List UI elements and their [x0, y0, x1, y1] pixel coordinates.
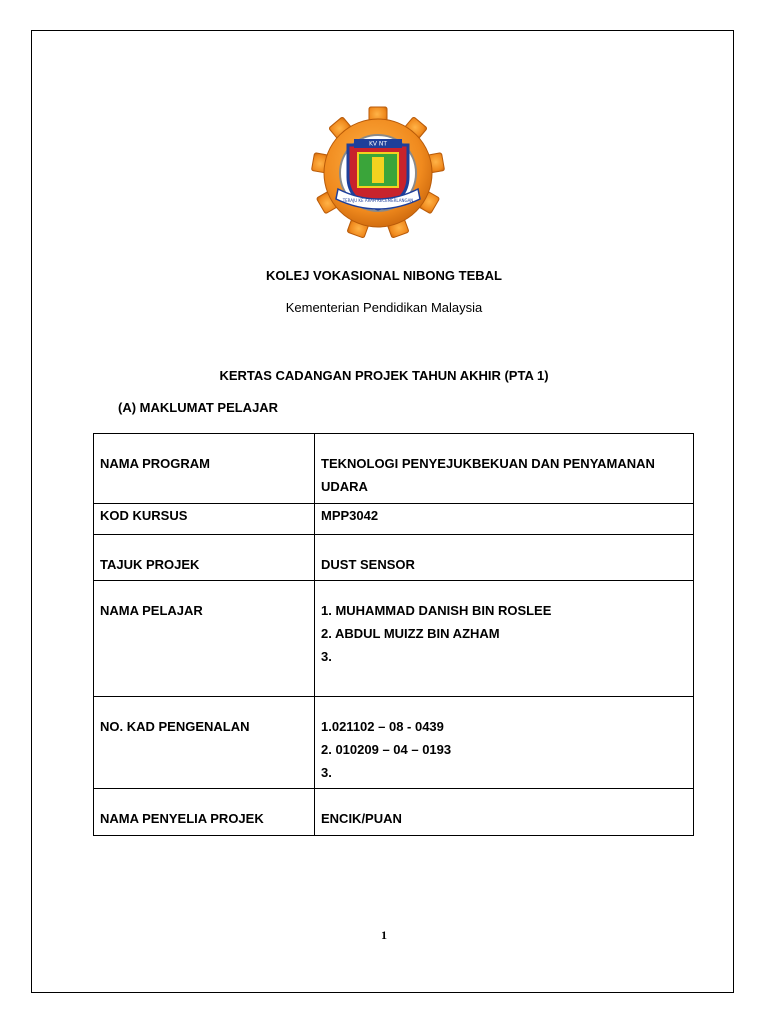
- svg-text:KV NT: KV NT: [368, 140, 388, 148]
- student-name-label: NAMA PELAJAR: [94, 581, 315, 697]
- svg-text:TERAJU KE ARAH KECEMERLANGAN: TERAJU KE ARAH KECEMERLANGAN: [342, 198, 414, 203]
- ic-numbers: [315, 697, 694, 789]
- student-name: 2. ABDUL MUIZZ BIN AZHAM: [321, 626, 500, 641]
- project-title-value: DUST SENSOR: [315, 535, 694, 581]
- program-value-line: TEKNOLOGI PENYEJUKBEKUAN DAN PENYAMANAN: [321, 456, 655, 471]
- document-title: KERTAS CADANGAN PROJEK TAHUN AKHIR (PTA 1): [219, 368, 549, 383]
- student-info-table: [93, 433, 694, 836]
- table-row: [94, 581, 694, 697]
- program-value: [315, 434, 694, 504]
- supervisor-value: ENCIK/PUAN: [315, 789, 694, 836]
- school-name: KOLEJ VOKASIONAL NIBONG TEBAL: [266, 268, 502, 283]
- table-row: [94, 697, 694, 789]
- student-name: 3.: [321, 649, 332, 664]
- page-number: 1: [381, 928, 387, 942]
- course-code-label: KOD KURSUS: [94, 504, 315, 535]
- ic-number-label: NO. KAD PENGENALAN: [94, 697, 315, 789]
- ic-number: 1.021102 – 08 - 0439: [321, 719, 444, 734]
- student-names: [315, 581, 694, 697]
- table-row: [94, 789, 694, 836]
- table-row: [94, 535, 694, 581]
- student-name: 1. MUHAMMAD DANISH BIN ROSLEE: [321, 603, 552, 618]
- ic-number: 3.: [321, 765, 332, 780]
- ic-number: 2. 010209 – 04 – 0193: [321, 742, 452, 757]
- section-heading: (A) MAKLUMAT PELAJAR: [118, 400, 279, 415]
- program-value-line: UDARA: [321, 479, 368, 494]
- supervisor-label: NAMA PENYELIA PROJEK: [94, 789, 315, 836]
- project-title-label: TAJUK PROJEK: [94, 535, 315, 581]
- table-row: [94, 434, 694, 504]
- course-code-value: MPP3042: [315, 504, 694, 535]
- table-row: [94, 504, 694, 535]
- ministry-name: Kementerian Pendidikan Malaysia: [285, 300, 483, 315]
- program-label: NAMA PROGRAM: [94, 434, 315, 504]
- gear-crest-logo: [302, 106, 454, 240]
